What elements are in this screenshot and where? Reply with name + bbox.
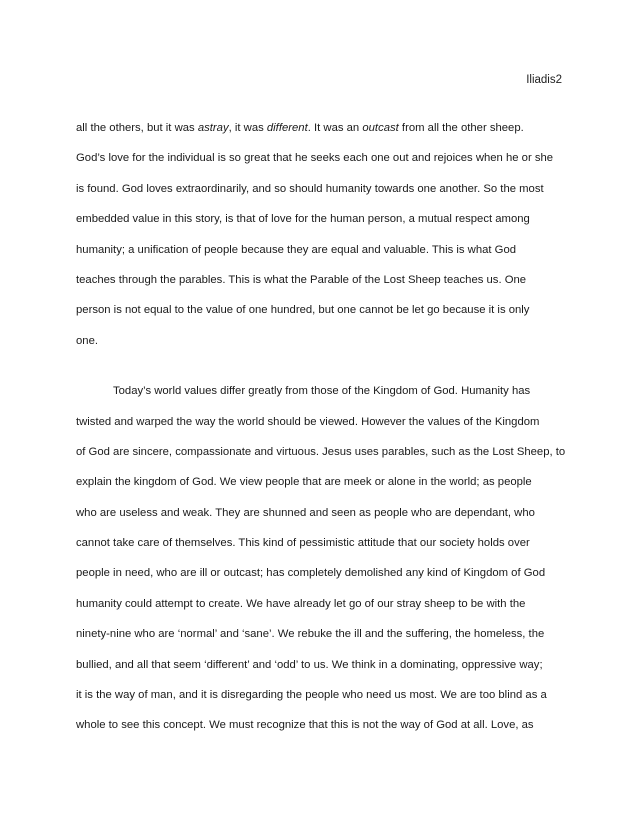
- text-run: ninety-nine who are ‘normal’ and ‘sane’. We rebuke the ill and the suffering, the homeless, the: [76, 628, 545, 641]
- text-run: humanity could attempt to create. We have already let go of our stray sheep to be with the: [76, 597, 526, 610]
- text-run: . It was an: [307, 122, 363, 134]
- text-line: [76, 565, 566, 595]
- text-run: of God are sincere, compassionate and virtuous. Jesus uses parables, such as the Lost Sheep, to: [76, 445, 566, 458]
- text-line: [76, 383, 566, 413]
- document-body: [76, 120, 566, 748]
- text-line: [76, 414, 566, 444]
- text-run: person is not equal to the value of one hundred, but one cannot be let go because it is only: [76, 304, 530, 317]
- text-run: whole to see this concept. We must recognize that this is not the way of God at all. Love, as: [76, 719, 534, 732]
- paragraph: [76, 383, 566, 748]
- italic-text-run: outcast: [362, 122, 399, 134]
- text-line: [76, 150, 566, 180]
- text-line: [76, 505, 566, 535]
- text-run: one.: [76, 334, 98, 347]
- text-run: humanity; a unification of people because they are equal and valuable. This is what God: [76, 243, 517, 256]
- text-run: is found. God loves extraordinarily, and so should humanity towards one another. So the most: [76, 182, 544, 195]
- text-line: [76, 120, 566, 150]
- text-line: [76, 242, 566, 272]
- running-header: Iliadis2: [526, 74, 562, 86]
- text-line: [76, 626, 566, 656]
- text-run: all the others, but it was: [76, 122, 198, 134]
- paragraph: [76, 120, 566, 363]
- text-line: [76, 302, 566, 332]
- text-line: [76, 181, 566, 211]
- text-line: [76, 444, 566, 474]
- text-run: , it was: [228, 122, 267, 134]
- text-run: cannot take care of themselves. This kind of pessimistic attitude that our society holds over: [76, 537, 530, 550]
- text-run: from all the other sheep.: [398, 122, 524, 134]
- text-run: God’s love for the individual is so great that he seeks each one out and rejoices when he or she: [76, 152, 554, 165]
- text-line: [76, 596, 566, 626]
- italic-text-run: different: [266, 122, 308, 134]
- text-run: bullied, and all that seem ‘different’ and ‘odd’ to us. We think in a dominating, oppressive way;: [76, 658, 543, 671]
- text-line: [76, 687, 566, 717]
- text-run: Today’s world values differ greatly from those of the Kingdom of God. Humanity has: [113, 385, 531, 398]
- text-run: who are useless and weak. They are shunned and seen as people who are dependant, who: [76, 506, 535, 519]
- paragraph-gap: [76, 363, 566, 383]
- text-line: [76, 272, 566, 302]
- text-line: [76, 333, 566, 363]
- text-run: twisted and warped the way the world should be viewed. However the values of the Kingdom: [76, 415, 540, 428]
- text-run: teaches through the parables. This is what the Parable of the Lost Sheep teaches us. One: [76, 273, 527, 286]
- text-run: embedded value in this story, is that of love for the human person, a mutual respect among: [76, 213, 530, 226]
- text-line: [76, 211, 566, 241]
- text-line: [76, 535, 566, 565]
- text-run: people in need, who are ill or outcast; has completely demolished any kind of Kingdom of God: [76, 567, 546, 580]
- text-line: [76, 717, 566, 747]
- italic-text-run: astray: [197, 122, 229, 134]
- text-run: it is the way of man, and it is disregarding the people who need us most. We are too blind as a: [76, 689, 547, 702]
- text-run: explain the kingdom of God. We view people that are meek or alone in the world; as people: [76, 476, 532, 489]
- text-line: [76, 474, 566, 504]
- text-line: [76, 657, 566, 687]
